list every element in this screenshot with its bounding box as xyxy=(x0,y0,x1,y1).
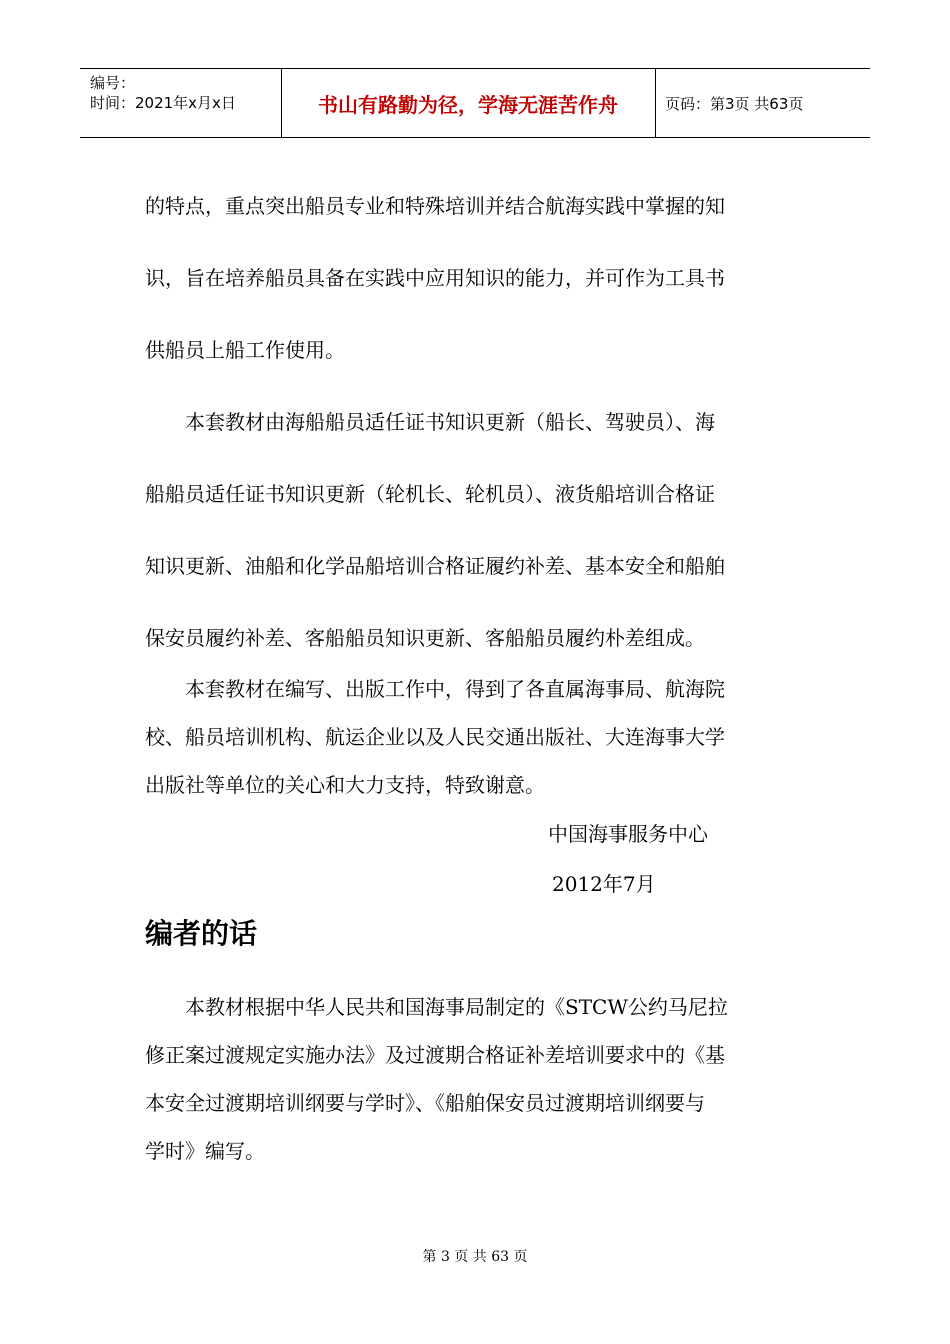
text-line: 出版社等单位的关心和大力支持，特致谢意。 xyxy=(145,773,545,797)
text-line: 知识更新、油船和化学品船培训合格证履约补差、基本安全和船舶 xyxy=(145,554,725,578)
text-line: 校、船员培训机构、航运企业以及人民交通出版社、大连海事大学 xyxy=(145,725,725,749)
paragraph-block-c xyxy=(145,983,805,1175)
serial-label: 编号： xyxy=(90,74,136,92)
text-line: 本套教材由海船船员适任证书知识更新（船长、驾驶员）、海 xyxy=(145,410,715,434)
text-line: 供船员上船工作使用。 xyxy=(145,338,345,362)
text-line: 本教材根据中华人民共和国海事局制定的《STCW公约马尼拉 xyxy=(145,995,728,1019)
text-line: 保安员履约补差、客船船员知识更新、客船船员履约朴差组成。 xyxy=(145,626,705,650)
signature-org: 中国海事服务中心 xyxy=(548,822,708,846)
text-line: 学时》编写。 xyxy=(145,1139,265,1163)
page-footer: 第 3 页 共 63 页 xyxy=(422,1249,528,1265)
header-page-info: 页码：第3页 共63页 xyxy=(665,94,804,113)
page-header-table xyxy=(80,68,870,138)
paragraph-block-b xyxy=(145,665,805,809)
header-meta xyxy=(90,73,280,113)
text-line: 的特点，重点突出船员专业和特殊培训并结合航海实践中掌握的知 xyxy=(145,194,725,218)
time-label: 时间：2021年x月x日 xyxy=(90,94,236,112)
text-line: 本安全过渡期培训纲要与学时》、《船舶保安员过渡期培训纲要与 xyxy=(145,1091,705,1115)
header-divider xyxy=(655,69,656,137)
text-line: 本套教材在编写、出版工作中，得到了各直属海事局、航海院 xyxy=(145,677,725,701)
header-motto: 书山有路勤为径，学海无涯苦作舟 xyxy=(318,92,618,117)
section-title: 编者的话 xyxy=(145,917,258,950)
text-line: 修正案过渡规定实施办法》及过渡期合格证补差培训要求中的《基 xyxy=(145,1043,725,1067)
text-line: 船船员适任证书知识更新（轮机长、轮机员）、液货船培训合格证 xyxy=(145,482,715,506)
text-line: 识，旨在培养船员具备在实践中应用知识的能力，并可作为工具书 xyxy=(145,266,725,290)
signature-date: 2012年7月 xyxy=(552,872,656,896)
paragraph-block-a xyxy=(145,170,805,674)
